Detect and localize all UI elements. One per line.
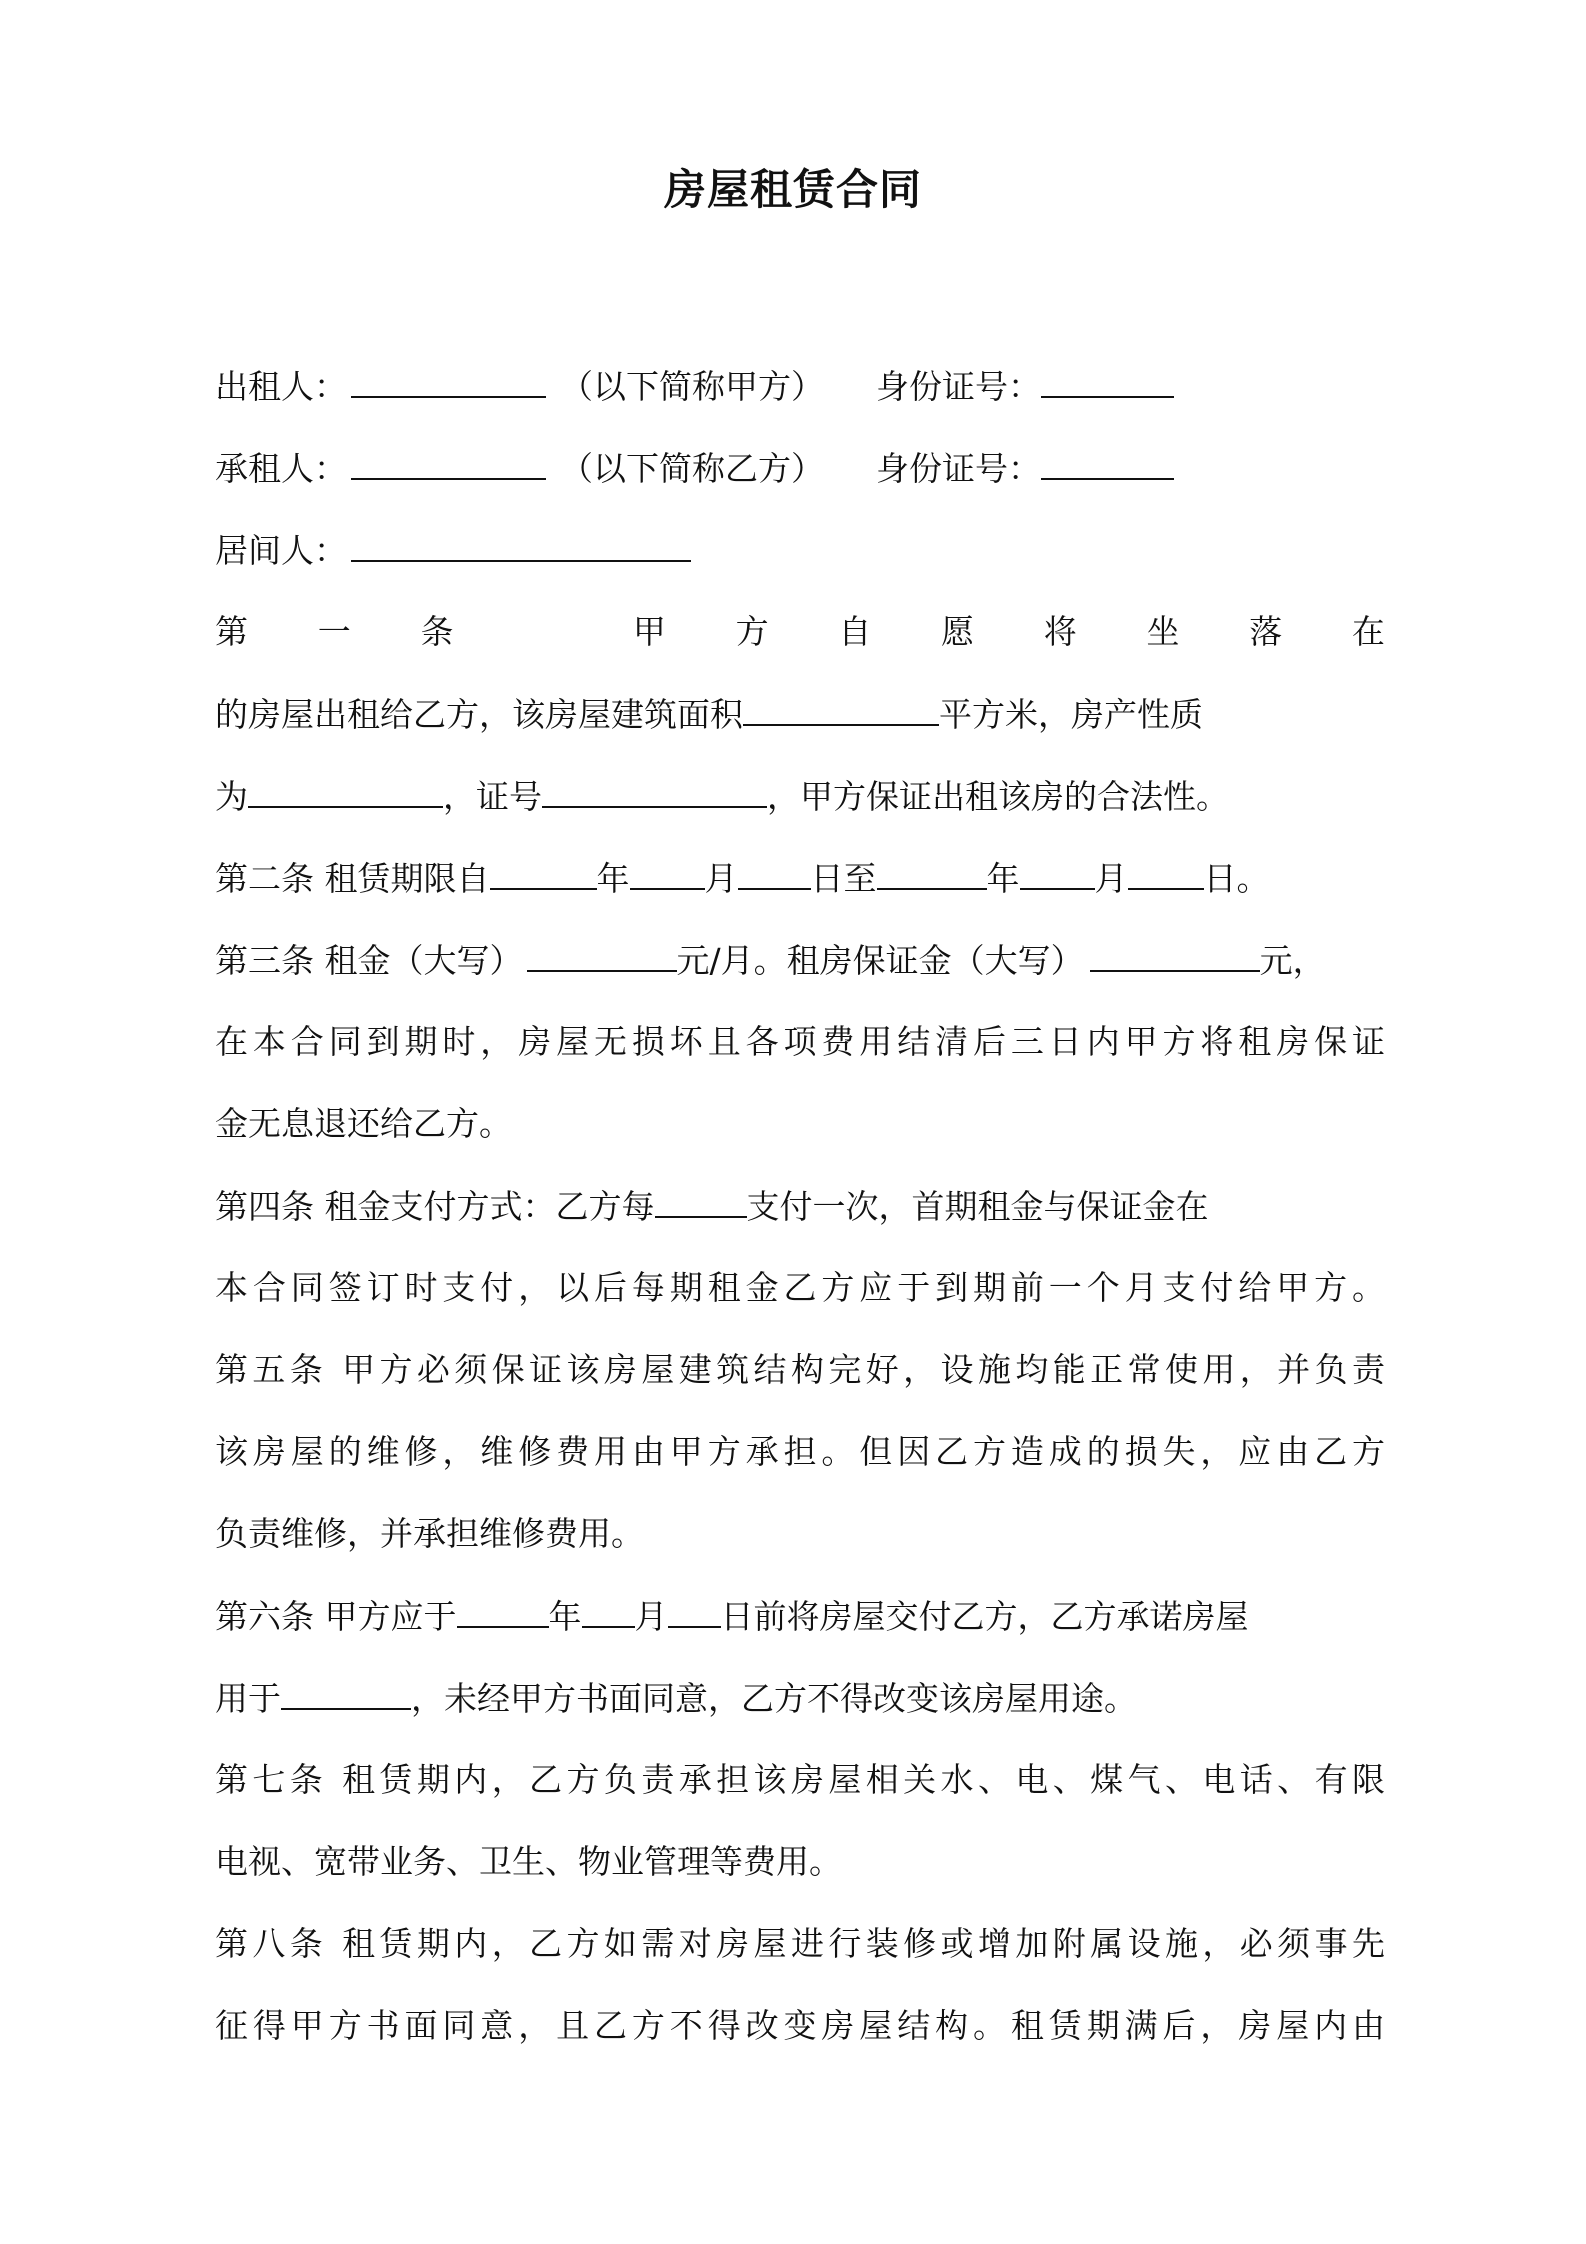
article-3-line-1: [215, 930, 1385, 990]
art6-month: 月: [634, 1597, 668, 1636]
art1-char: 条: [420, 612, 454, 651]
art1-char: 落: [1249, 612, 1283, 651]
art6-year: 年: [548, 1597, 582, 1636]
delivery-day-blank[interactable]: [668, 1586, 721, 1628]
art1-char: 第: [215, 612, 248, 651]
end-day-blank[interactable]: [1128, 848, 1204, 890]
lessee-name-blank[interactable]: [351, 438, 546, 480]
art3-text: 元/月。租房保证金（大写）: [676, 941, 1084, 980]
certificate-number-blank[interactable]: [542, 766, 767, 808]
article-5-line-2: 该房屋的维修，维修费用由甲方承担。但因乙方造成的损失，应由乙方: [215, 1432, 1385, 1471]
lessor-id-label: 身份证号：: [876, 367, 1041, 406]
broker-line: [215, 520, 1385, 580]
art1-text: ，甲方保证出租该房的合法性。: [767, 777, 1229, 816]
article-4-line-1: [215, 1176, 1385, 1236]
article-1-line-3: [215, 766, 1385, 826]
document-title: 房屋租赁合同: [663, 165, 922, 214]
end-month-blank[interactable]: [1020, 848, 1095, 890]
broker-name-blank[interactable]: [351, 520, 691, 562]
article-1-line-2: [215, 684, 1385, 744]
art1-text: 的房屋出租给乙方，该房屋建筑面积: [215, 695, 743, 734]
art1-char: 将: [1043, 612, 1077, 651]
start-day-blank[interactable]: [738, 848, 811, 890]
area-blank[interactable]: [743, 684, 939, 726]
article-5-line-1: 第五条 甲方必须保证该房屋建筑结构完好，设施均能正常使用，并负责: [215, 1350, 1385, 1389]
lessee-note: （以下简称乙方）: [560, 449, 824, 488]
art1-char: 甲: [632, 612, 666, 651]
broker-label: 居间人：: [215, 531, 347, 570]
art1-char: 在: [1351, 612, 1385, 651]
art1-text: 平方米，房产性质: [939, 695, 1203, 734]
art1-char: 愿: [941, 612, 975, 651]
art6-text: ，未经甲方书面同意，乙方不得改变该房屋用途。: [411, 1679, 1137, 1718]
art2-text: 第二条 租赁期限自: [215, 859, 490, 898]
monthly-rent-blank[interactable]: [527, 930, 677, 972]
start-month-blank[interactable]: [630, 848, 705, 890]
art6-text: 用于: [215, 1679, 281, 1718]
art2-year: 年: [596, 859, 630, 898]
art1-gap: [523, 602, 563, 662]
article-2-line-1: [215, 848, 1385, 908]
article-8-line-1: 第八条 租赁期内，乙方如需对房屋进行装修或增加附属设施，必须事先: [215, 1924, 1385, 1963]
lessee-id-blank[interactable]: [1041, 438, 1174, 480]
usage-blank[interactable]: [281, 1668, 411, 1710]
art6-text: 日前将房屋交付乙方，乙方承诺房屋: [720, 1597, 1249, 1636]
article-3-line-3: 金无息退还给乙方。: [215, 1104, 512, 1143]
delivery-year-blank[interactable]: [457, 1586, 549, 1628]
art2-day-end: 日。: [1203, 859, 1270, 898]
lessor-line: [215, 356, 1385, 416]
art4-text: 第四条 租金支付方式：乙方每: [215, 1187, 655, 1226]
lessor-id-blank[interactable]: [1041, 356, 1174, 398]
lessor-note: （以下简称甲方）: [560, 367, 824, 406]
lessee-id-label: 身份证号：: [876, 449, 1041, 488]
art3-text: 第三条 租金（大写）: [215, 941, 523, 980]
art1-text: ，证号: [443, 777, 542, 816]
article-3-line-2: 在本合同到期时，房屋无损坏且各项费用结清后三日内甲方将租房保证: [215, 1022, 1385, 1061]
art2-month: 月: [704, 859, 738, 898]
art2-month: 月: [1094, 859, 1128, 898]
article-6-line-1: [215, 1586, 1385, 1646]
article-5-line-3: 负责维修，并承担维修费用。: [215, 1514, 644, 1553]
lessee-line: [215, 438, 1385, 498]
art2-year: 年: [986, 859, 1020, 898]
art1-char: 一: [317, 612, 351, 651]
art6-text: 第六条 甲方应于: [215, 1597, 457, 1636]
article-7-line-1: 第七条 租赁期内，乙方负责承担该房屋相关水、电、煤气、电话、有限: [215, 1760, 1385, 1799]
lessor-label: 出租人：: [215, 367, 347, 406]
deposit-blank[interactable]: [1090, 930, 1260, 972]
delivery-month-blank[interactable]: [582, 1586, 635, 1628]
article-6-line-2: [215, 1668, 1385, 1728]
art1-char: 坐: [1146, 612, 1180, 651]
lessor-name-blank[interactable]: [351, 356, 546, 398]
article-7-line-2: 电视、宽带业务、卫生、物业管理等费用。: [215, 1842, 842, 1881]
art1-text: 为: [215, 777, 248, 816]
art4-text: 支付一次，首期租金与保证金在: [746, 1187, 1209, 1226]
property-nature-blank[interactable]: [248, 766, 443, 808]
art1-char: 自: [838, 612, 872, 651]
article-4-line-2: 本合同签订时支付，以后每期租金乙方应于到期前一个月支付给甲方。: [215, 1268, 1385, 1307]
article-8-line-2: 征得甲方书面同意，且乙方不得改变房屋结构。租赁期满后，房屋内由: [215, 2006, 1385, 2045]
lessee-label: 承租人：: [215, 449, 347, 488]
payment-period-blank[interactable]: [655, 1176, 747, 1218]
article-1-line-1: [215, 602, 1385, 662]
start-year-blank[interactable]: [490, 848, 597, 890]
art2-day-to: 日至: [810, 859, 877, 898]
art3-text: 元，: [1259, 941, 1326, 980]
end-year-blank[interactable]: [877, 848, 987, 890]
art1-char: 方: [735, 612, 769, 651]
